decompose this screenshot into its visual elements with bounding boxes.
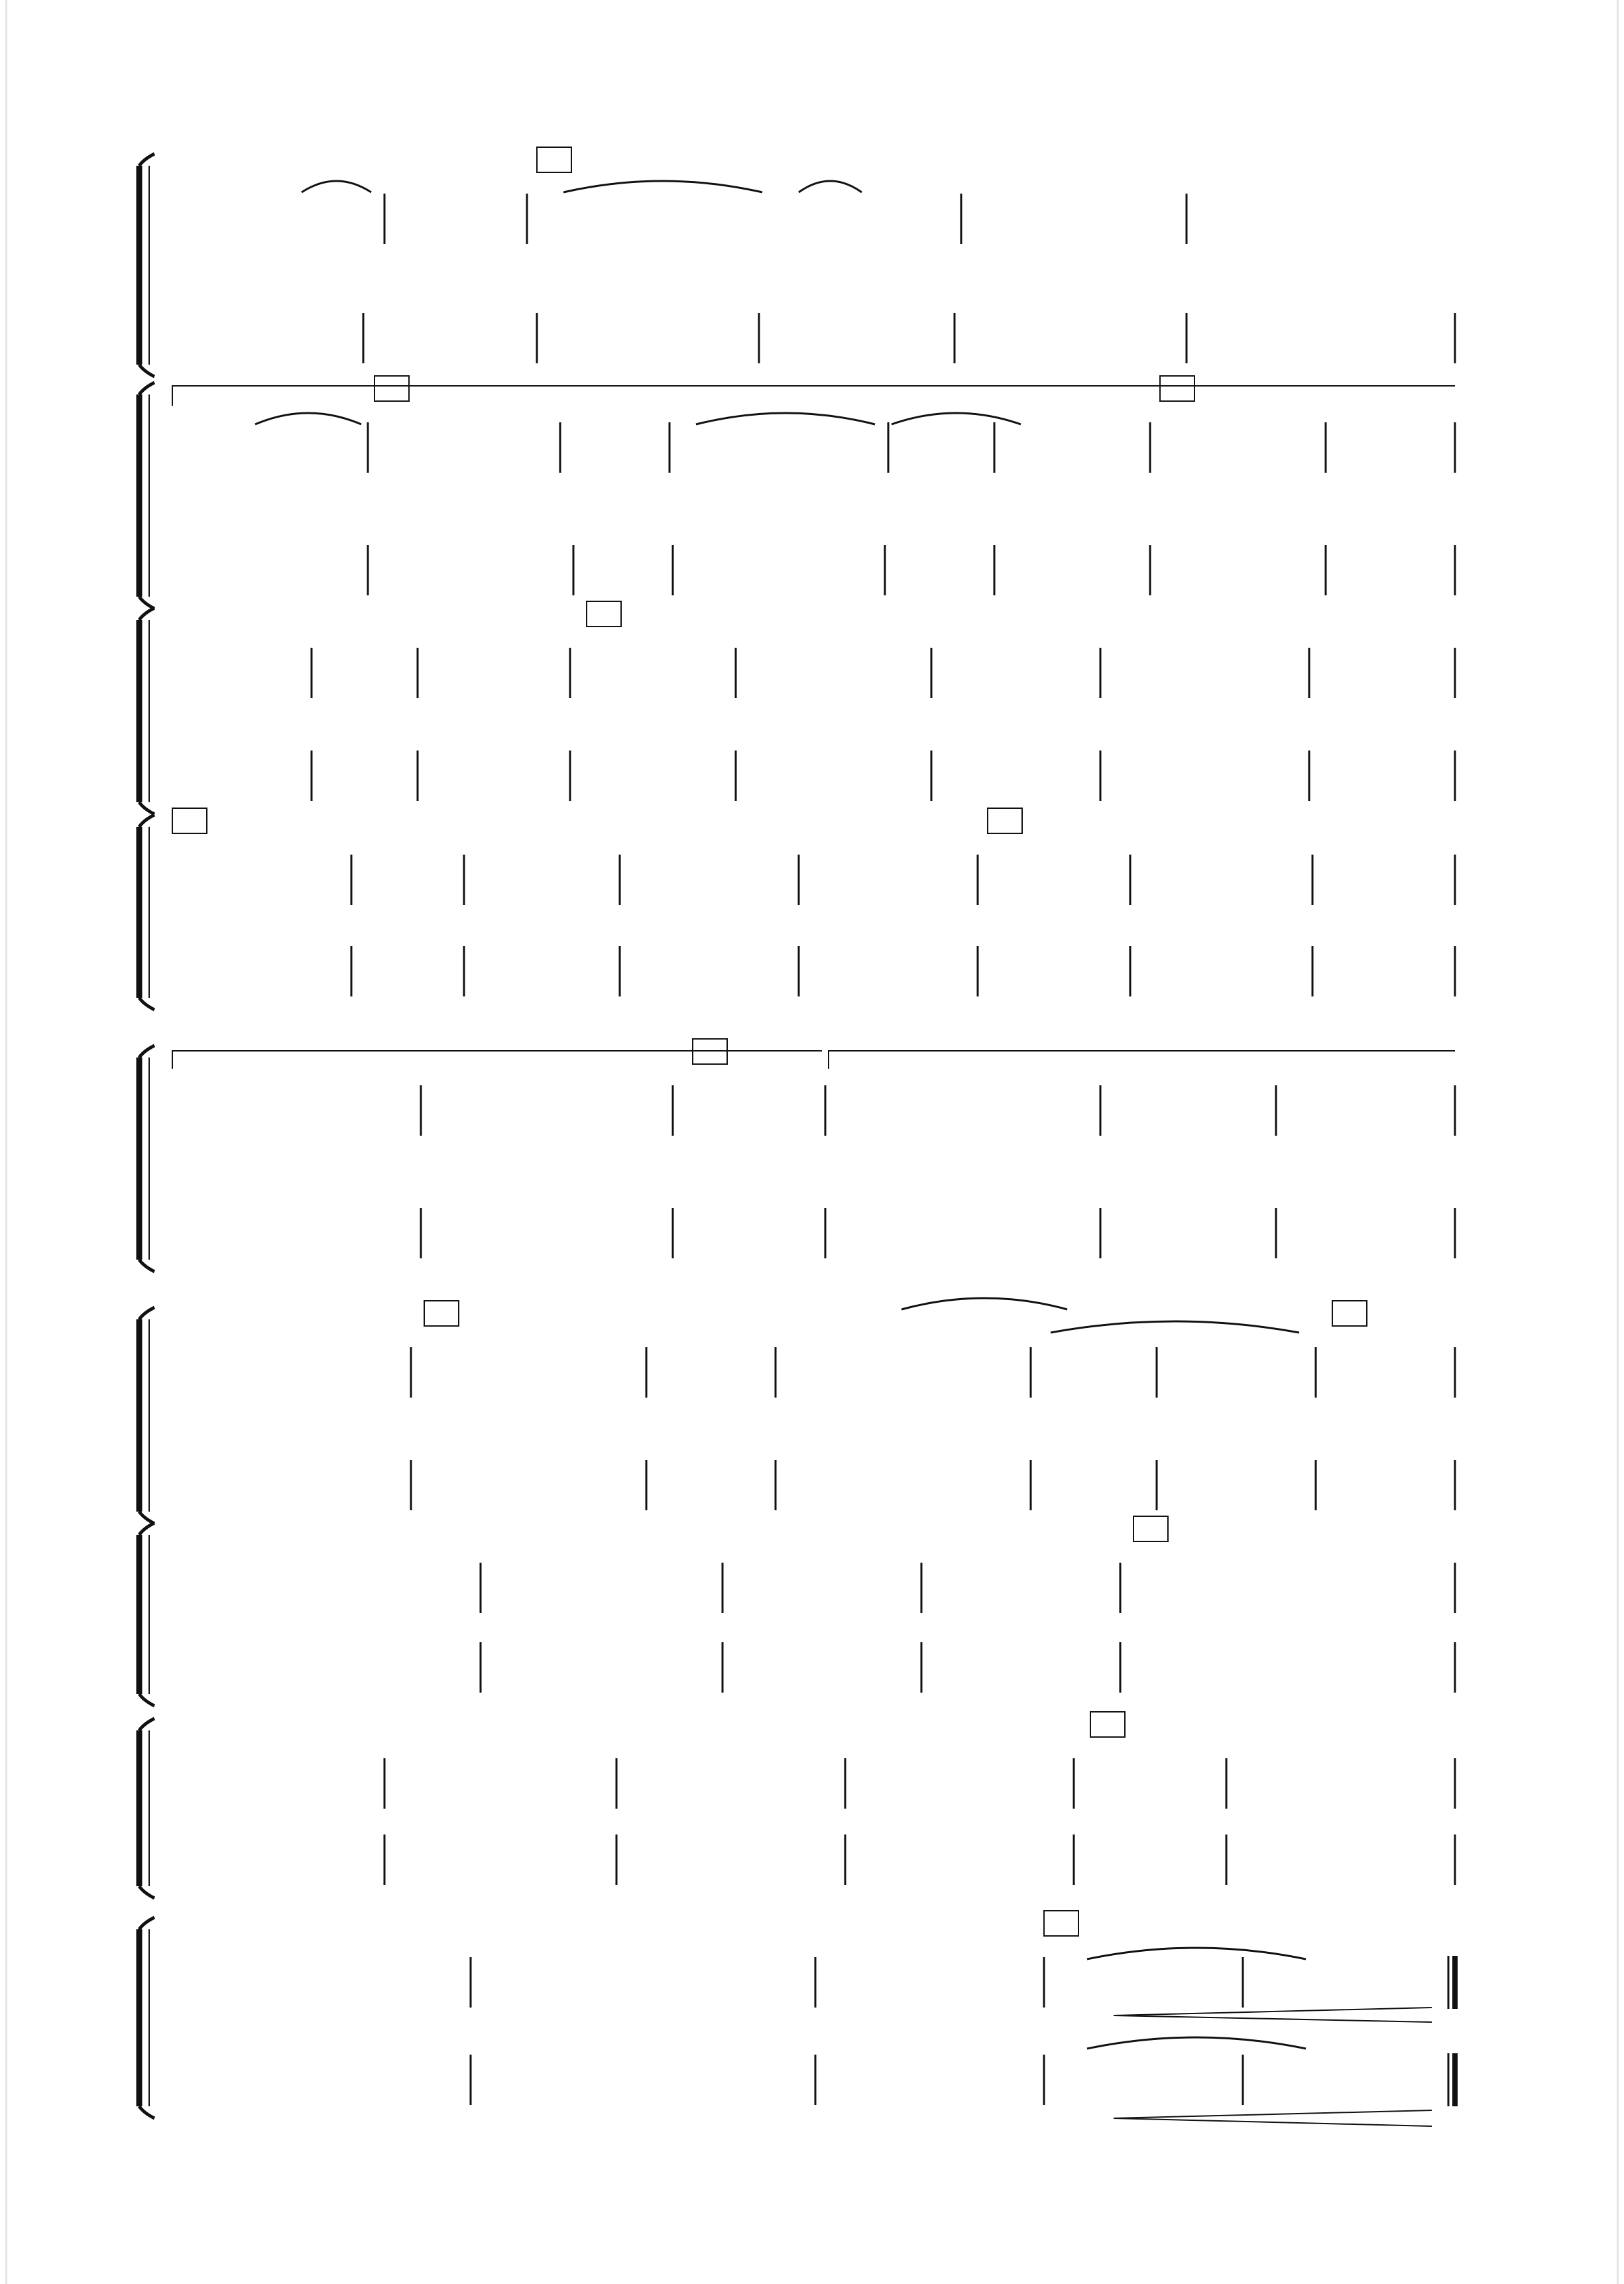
bracket-hook-bottom xyxy=(139,998,154,1010)
bracket-hook-top xyxy=(139,1718,154,1730)
first-ending-bracket xyxy=(172,386,1455,406)
slur xyxy=(255,413,361,424)
slur xyxy=(1051,1321,1299,1333)
measure-number-box xyxy=(988,808,1022,833)
bracket-hook-bottom xyxy=(139,1694,154,1706)
measure-number-box xyxy=(1133,1516,1168,1541)
bracket-hook-top xyxy=(139,383,154,394)
bracket-hook-top xyxy=(139,815,154,827)
bracket-hook-bottom xyxy=(139,1512,154,1524)
measure-number-box xyxy=(1332,1301,1367,1326)
diminuendo-hairpin-plucked xyxy=(1114,2008,1432,2022)
closing-phrase-bracket xyxy=(829,1051,1455,1069)
slur xyxy=(696,413,875,424)
bracket-hook-top xyxy=(139,1046,154,1057)
bracket-hook-bottom xyxy=(139,1886,154,1898)
measure-number-box xyxy=(1160,376,1194,401)
measure-number-box xyxy=(1090,1712,1125,1737)
measure-number-box xyxy=(172,808,207,833)
bracket-hook-bottom xyxy=(139,2106,154,2118)
bracket-hook-top xyxy=(139,1307,154,1319)
measure-number-box xyxy=(537,147,571,172)
slur xyxy=(563,181,762,192)
slur xyxy=(799,181,862,192)
bracket-hook-top xyxy=(139,1523,154,1535)
diminuendo-hairpin-erhu xyxy=(1114,2110,1432,2126)
bracket-hook-bottom xyxy=(139,597,154,609)
bracket-hook-bottom xyxy=(139,802,154,814)
slur xyxy=(1087,2037,1306,2049)
measure-number-box xyxy=(375,376,409,401)
slur xyxy=(302,181,371,192)
bracket-hook-bottom xyxy=(139,1260,154,1272)
bracket-hook-top xyxy=(139,154,154,166)
measure-number-box xyxy=(424,1301,459,1326)
bracket-hook-top xyxy=(139,608,154,620)
slur xyxy=(901,1298,1067,1309)
slur xyxy=(1087,1948,1306,1959)
measure-number-box xyxy=(1044,1911,1078,1936)
slur xyxy=(892,413,1021,424)
second-ending-bracket xyxy=(172,1051,822,1069)
bracket-hook-top xyxy=(139,1917,154,1929)
measure-number-box xyxy=(587,601,621,627)
bracket-hook-bottom xyxy=(139,365,154,377)
